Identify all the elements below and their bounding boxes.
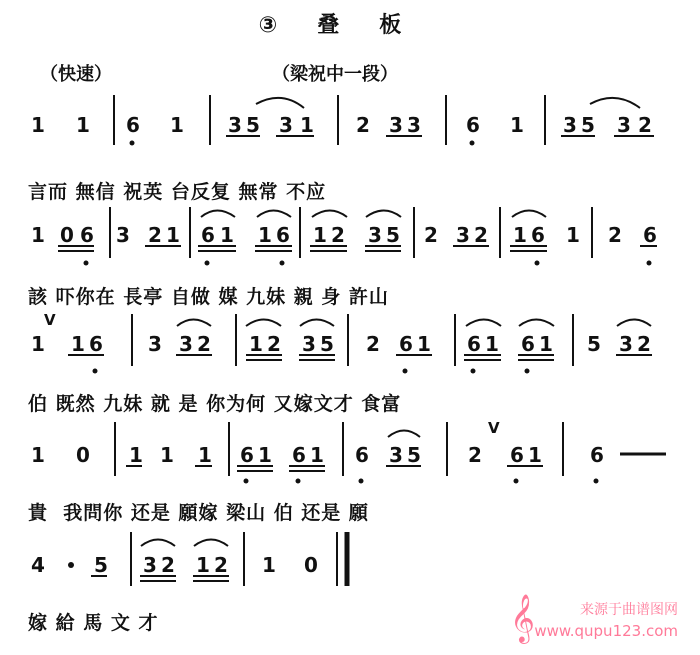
svg-text:6: 6	[521, 332, 535, 356]
svg-text:2: 2	[474, 223, 488, 247]
svg-text:0: 0	[304, 553, 318, 577]
svg-text:5: 5	[320, 332, 334, 356]
svg-text:3: 3	[228, 113, 242, 137]
svg-text:5: 5	[581, 113, 595, 137]
svg-text:3: 3	[368, 223, 382, 247]
source-watermark	[508, 595, 678, 647]
svg-text:1: 1	[220, 223, 234, 247]
svg-text:6: 6	[643, 223, 657, 247]
svg-text:1: 1	[313, 223, 327, 247]
svg-text:5: 5	[386, 223, 400, 247]
svg-text:5: 5	[94, 553, 108, 577]
svg-text:6: 6	[467, 332, 481, 356]
svg-text:6: 6	[126, 113, 140, 137]
svg-text:3: 3	[617, 113, 631, 137]
svg-text:1: 1	[196, 553, 210, 577]
lyrics-line-4: 貴 我問你 还是 願嫁 梁山 伯 还是 願	[28, 502, 369, 524]
svg-text:1: 1	[258, 223, 272, 247]
svg-text:2: 2	[197, 332, 211, 356]
svg-text:1: 1	[258, 443, 272, 467]
svg-text:2: 2	[331, 223, 345, 247]
svg-text:1: 1	[31, 443, 45, 467]
svg-text:5: 5	[587, 332, 601, 356]
svg-text:6: 6	[466, 113, 480, 137]
svg-text:3: 3	[148, 332, 162, 356]
svg-text:6: 6	[355, 443, 369, 467]
svg-text:6: 6	[201, 223, 215, 247]
svg-text:1: 1	[528, 443, 542, 467]
tempo-marking: （快速）	[40, 64, 112, 85]
svg-text:6: 6	[531, 223, 545, 247]
svg-text:2: 2	[638, 113, 652, 137]
svg-text:3: 3	[389, 443, 403, 467]
svg-text:3: 3	[116, 223, 130, 247]
lyrics-line-5: 嫁 給 馬 文 才	[28, 612, 159, 634]
svg-text:6: 6	[80, 223, 94, 247]
svg-text:1: 1	[31, 332, 45, 356]
svg-text:3: 3	[143, 553, 157, 577]
section-note: （梁祝中一段）	[272, 64, 398, 85]
watermark-title: 来源于曲谱图网	[580, 602, 678, 618]
svg-text:1: 1	[129, 443, 143, 467]
svg-text:1: 1	[170, 113, 184, 137]
svg-text:2: 2	[148, 223, 162, 247]
svg-text:3: 3	[279, 113, 293, 137]
svg-text:2: 2	[424, 223, 438, 247]
lyrics-line-2: 該 吓你在 長亭 自做 媒 九妹 親 身 許山	[28, 286, 389, 308]
svg-text:1: 1	[31, 113, 45, 137]
svg-text:1: 1	[510, 113, 524, 137]
svg-text:2: 2	[356, 113, 370, 137]
svg-text:3: 3	[407, 113, 421, 137]
svg-text:1: 1	[166, 223, 180, 247]
svg-text:1: 1	[566, 223, 580, 247]
svg-text:1: 1	[513, 223, 527, 247]
svg-text:V: V	[488, 419, 500, 437]
svg-text:1: 1	[71, 332, 85, 356]
svg-text:3: 3	[563, 113, 577, 137]
svg-text:2: 2	[608, 223, 622, 247]
svg-text:3: 3	[179, 332, 193, 356]
svg-text:0: 0	[60, 223, 74, 247]
svg-text:3: 3	[456, 223, 470, 247]
svg-text:V: V	[44, 311, 56, 329]
svg-text:1: 1	[417, 332, 431, 356]
lyrics-line-3: 伯 既然 九妹 就 是 你为何 又嫁文才 食富	[28, 393, 402, 415]
svg-text:3: 3	[389, 113, 403, 137]
svg-text:3: 3	[302, 332, 316, 356]
svg-text:2: 2	[366, 332, 380, 356]
svg-text:3: 3	[619, 332, 633, 356]
svg-text:1: 1	[31, 223, 45, 247]
svg-text:2: 2	[267, 332, 281, 356]
svg-text:1: 1	[76, 113, 90, 137]
watermark-url: www.qupu123.com	[534, 622, 678, 640]
svg-text:6: 6	[399, 332, 413, 356]
svg-text:1: 1	[160, 443, 174, 467]
svg-text:6: 6	[510, 443, 524, 467]
svg-text:0: 0	[76, 443, 90, 467]
svg-text:4: 4	[31, 553, 45, 577]
svg-text:6: 6	[590, 443, 604, 467]
svg-text:2: 2	[214, 553, 228, 577]
svg-text:6: 6	[89, 332, 103, 356]
svg-text:6: 6	[240, 443, 254, 467]
svg-text:5: 5	[407, 443, 421, 467]
piece-title: ③叠板	[258, 13, 442, 38]
svg-text:1: 1	[249, 332, 263, 356]
svg-text:1: 1	[539, 332, 553, 356]
svg-text:1: 1	[198, 443, 212, 467]
treble-clef-icon: 𝄞	[510, 593, 535, 642]
lyrics-line-1: 言而 無信 祝英 台反复 無常 不应	[28, 181, 327, 203]
svg-text:2: 2	[161, 553, 175, 577]
svg-text:1: 1	[300, 113, 314, 137]
svg-text:6: 6	[276, 223, 290, 247]
svg-text:5: 5	[246, 113, 260, 137]
svg-text:6: 6	[292, 443, 306, 467]
svg-text:2: 2	[637, 332, 651, 356]
svg-text:1: 1	[262, 553, 276, 577]
svg-text:2: 2	[468, 443, 482, 467]
svg-text:1: 1	[310, 443, 324, 467]
svg-text:1: 1	[485, 332, 499, 356]
